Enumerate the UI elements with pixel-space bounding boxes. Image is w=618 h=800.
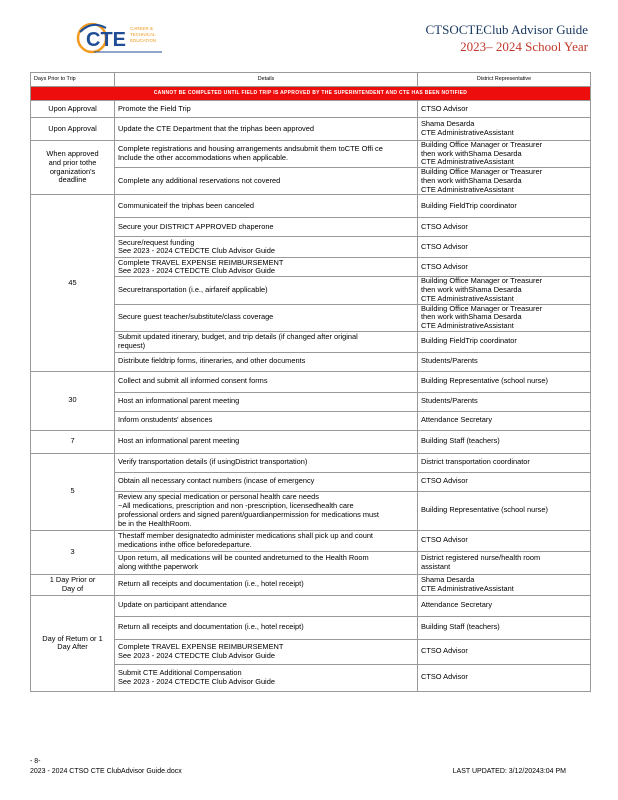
days-prior-cell: Day of Return or 1 Day After xyxy=(31,595,115,691)
approval-banner: CANNOT BE COMPLETED UNTIL FIELD TRIP IS APPROVED BY THE SUPERINTENDENT AND CTE HAS BEEN NOTIFIED xyxy=(31,87,591,101)
representative-cell: CTSO Advisor xyxy=(418,664,591,691)
table-row xyxy=(31,195,591,218)
detail-cell: Thestaff member designatedto administer medications shall pick up and count medications inthe office beforedeparture. xyxy=(115,530,418,551)
detail-cell: Host an informational parent meeting xyxy=(115,430,418,453)
table-row xyxy=(31,218,591,237)
table-row xyxy=(31,258,591,277)
representative-cell: Building Representative (school nurse) xyxy=(418,371,591,392)
table-row xyxy=(31,430,591,453)
detail-cell: Complete TRAVEL EXPENSE REIMBURSEMENT See 2023 - 2024 CTEDCTE Club Advisor Guide xyxy=(115,639,418,664)
table-row xyxy=(31,530,591,551)
table-row xyxy=(31,616,591,639)
days-prior-cell: When approved and prior tothe organization's deadline xyxy=(31,141,115,195)
days-prior-cell: Upon Approval xyxy=(31,118,115,141)
header-district: District Representative xyxy=(418,73,591,87)
table-row xyxy=(31,331,591,352)
representative-cell: Attendance Secretary xyxy=(418,595,591,616)
detail-cell: Update the CTE Department that the triphas been approved xyxy=(115,118,418,141)
detail-cell: Communicateif the triphas been canceled xyxy=(115,195,418,218)
detail-cell: Review any special medication or personal health care needs ~All medications, prescription and non -prescription, licensedhealth care professional orders and signed parent/guardianpermission for medications must be in the HealthRoom. xyxy=(115,491,418,530)
table-row xyxy=(31,491,591,530)
representative-cell: Building Representative (school nurse) xyxy=(418,491,591,530)
detail-cell: Secure/request funding See 2023 - 2024 CTEDCTE Club Advisor Guide xyxy=(115,237,418,258)
representative-cell: Shama Desarda CTE AdministrativeAssistant xyxy=(418,118,591,141)
svg-text:TECHNICAL: TECHNICAL xyxy=(130,32,156,37)
representative-cell: District registered nurse/health room assistant xyxy=(418,551,591,574)
table-row xyxy=(31,639,591,664)
representative-cell: CTSO Advisor xyxy=(418,218,591,237)
representative-cell: Attendance Secretary xyxy=(418,411,591,430)
table-row xyxy=(31,453,591,472)
representative-cell: CTSO Advisor xyxy=(418,639,591,664)
representative-cell: Building Office Manager or Treasurer then work withShama Desarda CTE AdministrativeAssistant xyxy=(418,141,591,168)
table-row xyxy=(31,574,591,595)
detail-cell: Inform onstudents' absences xyxy=(115,411,418,430)
table-row xyxy=(31,664,591,691)
detail-cell: Complete TRAVEL EXPENSE REIMBURSEMENT See 2023 - 2024 CTEDCTE Club Advisor Guide xyxy=(115,258,418,277)
school-year: 2023– 2024 School Year xyxy=(460,39,588,54)
table-row xyxy=(31,118,591,141)
detail-cell: Collect and submit all informed consent forms xyxy=(115,371,418,392)
field-trip-checklist-table xyxy=(30,72,591,692)
representative-cell: Building Staff (teachers) xyxy=(418,430,591,453)
detail-cell: Upon return, all medications will be counted andreturned to the Health Room along withthe paperwork xyxy=(115,551,418,574)
representative-cell: CTSO Advisor xyxy=(418,237,591,258)
cte-logo xyxy=(74,18,166,58)
table-row xyxy=(31,411,591,430)
document-title: CTSOCTEClub Advisor Guide xyxy=(425,22,588,37)
representative-cell: CTSO Advisor xyxy=(418,530,591,551)
detail-cell: Host an informational parent meeting xyxy=(115,392,418,411)
page-number: - 8- xyxy=(30,758,41,765)
representative-cell: Building Office Manager or Treasurer then work withShama Desarda CTE AdministrativeAssistant xyxy=(418,304,591,331)
detail-cell: Update on participant attendance xyxy=(115,595,418,616)
svg-text:CAREER &: CAREER & xyxy=(130,26,154,31)
table-row xyxy=(31,304,591,331)
representative-cell: Building FieldTrip coordinator xyxy=(418,331,591,352)
table-row xyxy=(31,168,591,195)
representative-cell: CTSO Advisor xyxy=(418,101,591,118)
table-row xyxy=(31,237,591,258)
representative-cell: Students/Parents xyxy=(418,392,591,411)
representative-cell: Building FieldTrip coordinator xyxy=(418,195,591,218)
detail-cell: Submit updated itinerary, budget, and trip details (if changed after original request) xyxy=(115,331,418,352)
representative-cell: Building Office Manager or Treasurer then work withShama Desarda CTE AdministrativeAssistant xyxy=(418,277,591,304)
header-details: Details xyxy=(115,73,418,87)
days-prior-cell: 30 xyxy=(31,371,115,430)
representative-cell: Building Office Manager or Treasurer then work withShama Desarda CTE AdministrativeAssistant xyxy=(418,168,591,195)
detail-cell: Submit CTE Additional Compensation See 2023 - 2024 CTEDCTE Club Advisor Guide xyxy=(115,664,418,691)
detail-cell: Secure guest teacher/substitute/class coverage xyxy=(115,304,418,331)
representative-cell: CTSO Advisor xyxy=(418,258,591,277)
detail-cell: Verify transportation details (if usingDistrict transportation) xyxy=(115,453,418,472)
detail-cell: Complete any additional reservations not covered xyxy=(115,168,418,195)
representative-cell: District transportation coordinator xyxy=(418,453,591,472)
detail-cell: Securetransportation (i.e., airfareif applicable) xyxy=(115,277,418,304)
days-prior-cell: 45 xyxy=(31,195,115,371)
footer-filename: 2023 - 2024 CTSO CTE ClubAdvisor Guide.docx xyxy=(30,768,182,775)
detail-cell: Promote the Field Trip xyxy=(115,101,418,118)
svg-text:CTE: CTE xyxy=(86,29,126,51)
table-header-row xyxy=(31,73,591,87)
table-row xyxy=(31,141,591,168)
representative-cell: Students/Parents xyxy=(418,352,591,371)
days-prior-cell: 1 Day Prior or Day of xyxy=(31,574,115,595)
days-prior-cell: 7 xyxy=(31,430,115,453)
footer-updated: LAST UPDATED: 3/12/20243:04 PM xyxy=(452,768,566,775)
table-row xyxy=(31,551,591,574)
detail-cell: Return all receipts and documentation (i.e., hotel receipt) xyxy=(115,616,418,639)
table-row xyxy=(31,277,591,304)
svg-text:EDUCATION: EDUCATION xyxy=(130,38,157,43)
days-prior-cell: 5 xyxy=(31,453,115,530)
detail-cell: Complete registrations and housing arrangements andsubmit them toCTE Offi ce Include the other accommodations when applicable. xyxy=(115,141,418,168)
table-row xyxy=(31,352,591,371)
detail-cell: Distribute fieldtrip forms, itineraries, and other documents xyxy=(115,352,418,371)
detail-cell: Obtain all necessary contact numbers (incase of emergency xyxy=(115,472,418,491)
detail-cell: Secure your DISTRICT APPROVED chaperone xyxy=(115,218,418,237)
approval-banner-row xyxy=(31,87,591,101)
table-row xyxy=(31,371,591,392)
days-prior-cell: Upon Approval xyxy=(31,101,115,118)
days-prior-cell: 3 xyxy=(31,530,115,574)
table-row xyxy=(31,472,591,491)
header-days: Days Prior to Trip xyxy=(31,73,115,87)
table-row xyxy=(31,595,591,616)
representative-cell: Shama Desarda CTE AdministrativeAssistant xyxy=(418,574,591,595)
table-row xyxy=(31,392,591,411)
representative-cell: Building Staff (teachers) xyxy=(418,616,591,639)
detail-cell: Return all receipts and documentation (i.e., hotel receipt) xyxy=(115,574,418,595)
representative-cell: CTSO Advisor xyxy=(418,472,591,491)
table-row xyxy=(31,101,591,118)
